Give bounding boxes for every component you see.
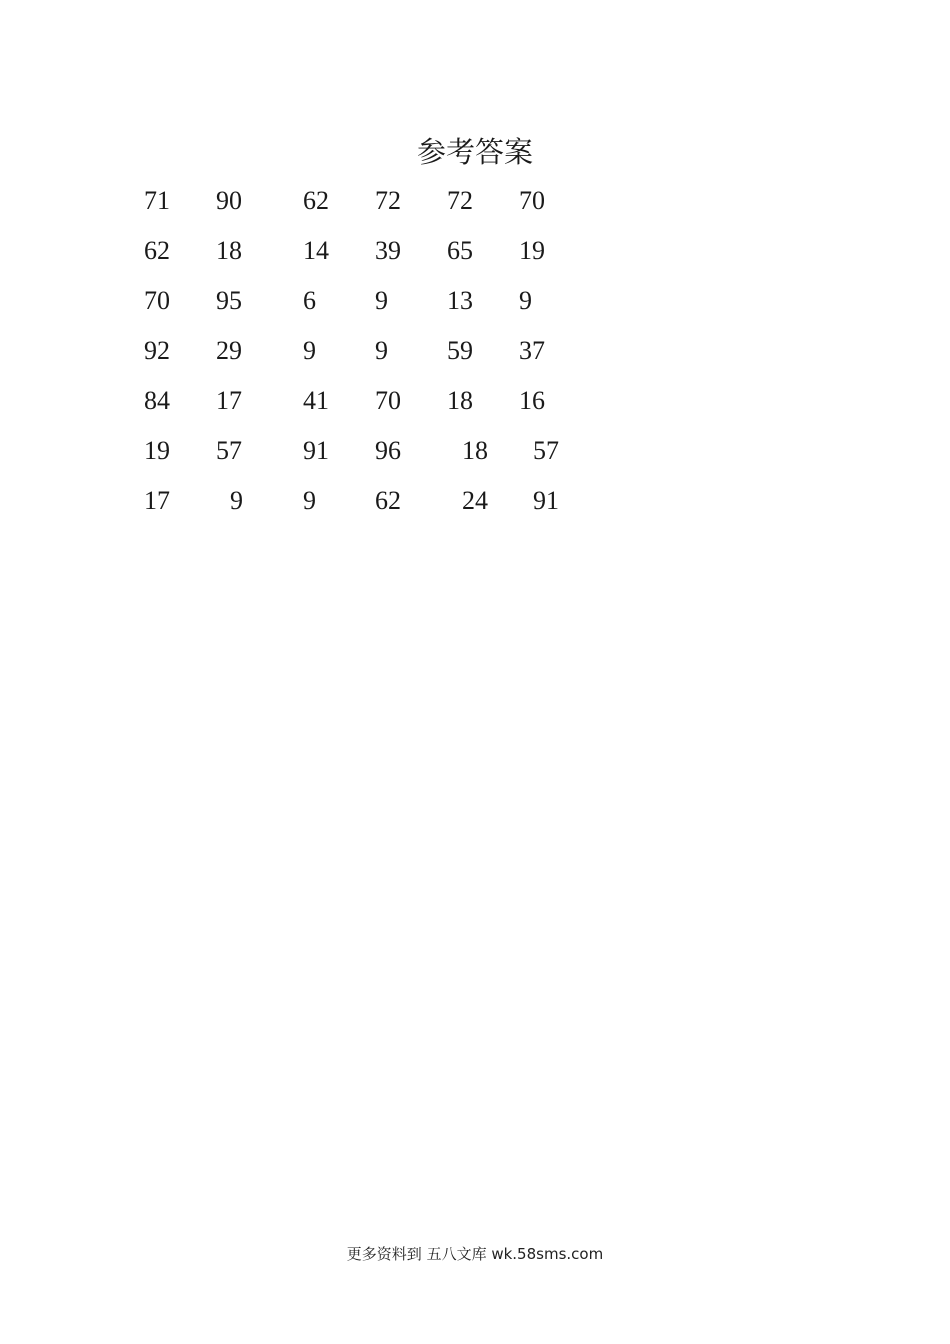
answer-cell: 70 — [144, 286, 170, 315]
answer-grid — [0, 0, 950, 600]
page-title-text: 参考答案 — [417, 135, 534, 169]
answer-cell: 84 — [144, 386, 170, 415]
answer-cell: 24 — [462, 486, 488, 515]
answer-cell: 18 — [462, 436, 488, 465]
answer-cell: 72 — [375, 186, 401, 215]
answer-cell: 62 — [303, 186, 329, 215]
answer-cell: 9 — [519, 286, 532, 315]
answer-cell: 18 — [216, 236, 242, 265]
answer-cell: 57 — [533, 436, 559, 465]
answer-cell: 91 — [303, 436, 329, 465]
answer-cell: 9 — [230, 486, 243, 515]
answer-cell: 13 — [447, 286, 473, 315]
answer-cell: 9 — [375, 286, 388, 315]
answer-cell: 57 — [216, 436, 242, 465]
answer-cell: 70 — [519, 186, 545, 215]
footer-note: 更多资料到 五八文库 wk.58sms.com — [346, 1245, 604, 1263]
answer-cell: 9 — [303, 336, 316, 365]
answer-cell: 59 — [447, 336, 473, 365]
answer-cell: 62 — [375, 486, 401, 515]
answer-cell: 95 — [216, 286, 242, 315]
answer-cell: 62 — [144, 236, 170, 265]
answer-cell: 9 — [303, 486, 316, 515]
answer-cell: 96 — [375, 436, 401, 465]
answer-cell: 37 — [519, 336, 545, 365]
answer-cell: 14 — [303, 236, 329, 265]
answer-cell: 9 — [375, 336, 388, 365]
answer-cell: 91 — [533, 486, 559, 515]
answer-cell: 39 — [375, 236, 401, 265]
answer-cell: 92 — [144, 336, 170, 365]
answer-cell: 71 — [144, 186, 170, 215]
answer-cell: 17 — [144, 486, 170, 515]
answer-cell: 72 — [447, 186, 473, 215]
answer-cell: 18 — [447, 386, 473, 415]
answer-cell: 29 — [216, 336, 242, 365]
answer-cell: 70 — [375, 386, 401, 415]
answer-cell: 90 — [216, 186, 242, 215]
answer-cell: 19 — [519, 236, 545, 265]
answer-cell: 16 — [519, 386, 545, 415]
answer-cell: 17 — [216, 386, 242, 415]
answer-cell: 19 — [144, 436, 170, 465]
answer-cell: 65 — [447, 236, 473, 265]
answer-cell: 6 — [303, 286, 316, 315]
answer-cell: 41 — [303, 386, 329, 415]
